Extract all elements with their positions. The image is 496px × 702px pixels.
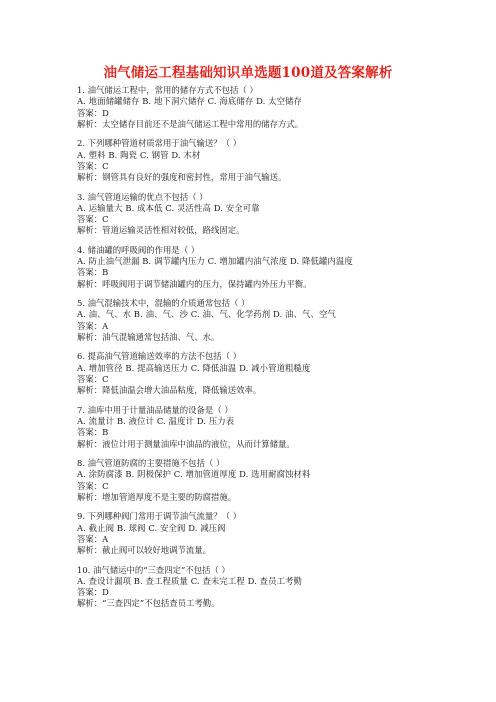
question-analysis: 解析：钢管具有良好的强度和密封性，常用于油气输送。 bbox=[77, 172, 287, 183]
question-block-5 bbox=[77, 298, 477, 343]
question-answer: 答案：C bbox=[77, 214, 109, 225]
question-answer: 答案：D bbox=[77, 587, 109, 598]
question-answer: 答案：A bbox=[77, 533, 109, 544]
question-analysis: 解析：油气混输通常包括油、气、水。 bbox=[77, 331, 220, 342]
question-options: A. 地面储罐储存 B. 地下洞穴储存 C. 海底储存 D. 太空储存 bbox=[77, 96, 303, 107]
question-block-10 bbox=[77, 565, 477, 610]
question-options: A. 增加管径 B. 提高输送压力 C. 降低油温 D. 减小管道粗糙度 bbox=[77, 362, 311, 373]
question-stem: 7. 油库中用于计量油品储量的设备是（ ） bbox=[77, 404, 233, 415]
question-block-2 bbox=[77, 138, 477, 183]
question-block-4 bbox=[77, 245, 477, 290]
question-options: A. 油、气、水 B. 油、气、沙 C. 油、气、化学药剂 D. 油、气、空气 bbox=[77, 309, 336, 320]
question-list bbox=[77, 85, 477, 618]
question-options: A. 涂防腐漆 B. 阴极保护 C. 增加管道厚度 D. 选用耐腐蚀材料 bbox=[77, 469, 311, 480]
question-options: A. 流量计 B. 液位计 C. 温度计 D. 压力表 bbox=[77, 416, 235, 427]
question-stem: 6. 提高油气管道输送效率的方法不包括（ ） bbox=[77, 351, 242, 362]
question-answer: 答案：B bbox=[77, 267, 109, 278]
question-options: A. 塑料 B. 陶瓷 C. 钢管 D. 木材 bbox=[77, 149, 201, 160]
question-block-3 bbox=[77, 192, 477, 237]
question-stem: 1. 油气储运工程中，常用的储存方式不包括（ ） bbox=[77, 85, 258, 95]
question-answer: 答案：C bbox=[77, 480, 109, 491]
question-stem: 9. 下列哪种阀门常用于调节油气流量？（ ） bbox=[77, 511, 242, 522]
question-options: A. 截止阀 B. 球阀 C. 安全阀 D. 减压阀 bbox=[77, 522, 226, 533]
question-stem: 5. 油气混输技术中，混输的介质通常包括（ ） bbox=[77, 298, 250, 309]
question-answer: 答案：B bbox=[77, 427, 109, 438]
document-title: 油气储运工程基础知识单选题100道及答案解析 bbox=[103, 65, 393, 81]
question-options: A. 查设计漏项 B. 查工程质量 C. 查未完工程 D. 查员工考勤 bbox=[77, 575, 303, 586]
question-analysis: 解析：“三查四定”不包括查员工考勤。 bbox=[77, 598, 220, 609]
question-analysis: 解析：太空储存目前还不是油气储运工程中常用的储存方式。 bbox=[77, 118, 304, 129]
question-stem: 10. 油气储运中的“三查四定”不包括（ ） bbox=[77, 564, 230, 575]
question-block-9 bbox=[77, 511, 477, 556]
question-options: A. 防止油气泄漏 B. 调节罐内压力 C. 增加罐内油气浓度 D. 降低罐内温度 bbox=[77, 256, 353, 267]
question-answer: 答案：A bbox=[77, 320, 109, 331]
question-block-7 bbox=[77, 405, 477, 450]
question-block-8 bbox=[77, 458, 477, 503]
question-analysis: 解析：呼吸阀用于调节储油罐内的压力，保持罐内外压力平衡。 bbox=[77, 278, 312, 289]
question-options: A. 运输量大 B. 成本低 C. 灵活性高 D. 安全可靠 bbox=[77, 202, 260, 213]
question-block-1 bbox=[77, 85, 477, 130]
question-analysis: 解析：液位计用于测量油库中油品的液位，从而计算储量。 bbox=[77, 438, 295, 449]
question-stem: 2. 下列哪种管道材质常用于油气输送？（ ） bbox=[77, 138, 242, 149]
question-analysis: 解析：截止阀可以较好地调节流量。 bbox=[77, 545, 211, 556]
question-block-6 bbox=[77, 351, 477, 396]
question-answer: 答案：C bbox=[77, 160, 109, 171]
question-stem: 3. 油气管道运输的优点不包括（ ） bbox=[77, 191, 208, 202]
question-stem: 4. 储油罐的呼吸阀的作用是（ ） bbox=[77, 244, 200, 255]
question-answer: 答案：D bbox=[77, 107, 109, 118]
question-analysis: 解析：降低油温会增大油品粘度，降低输送效率。 bbox=[77, 385, 262, 396]
question-analysis: 解析：管道运输灵活性相对较低，路线固定。 bbox=[77, 225, 245, 236]
question-stem: 8. 油气管道防腐的主要措施不包括（ ） bbox=[77, 458, 225, 469]
question-analysis: 解析：增加管道厚度不是主要的防腐措施。 bbox=[77, 491, 237, 502]
question-answer: 答案：C bbox=[77, 373, 109, 384]
